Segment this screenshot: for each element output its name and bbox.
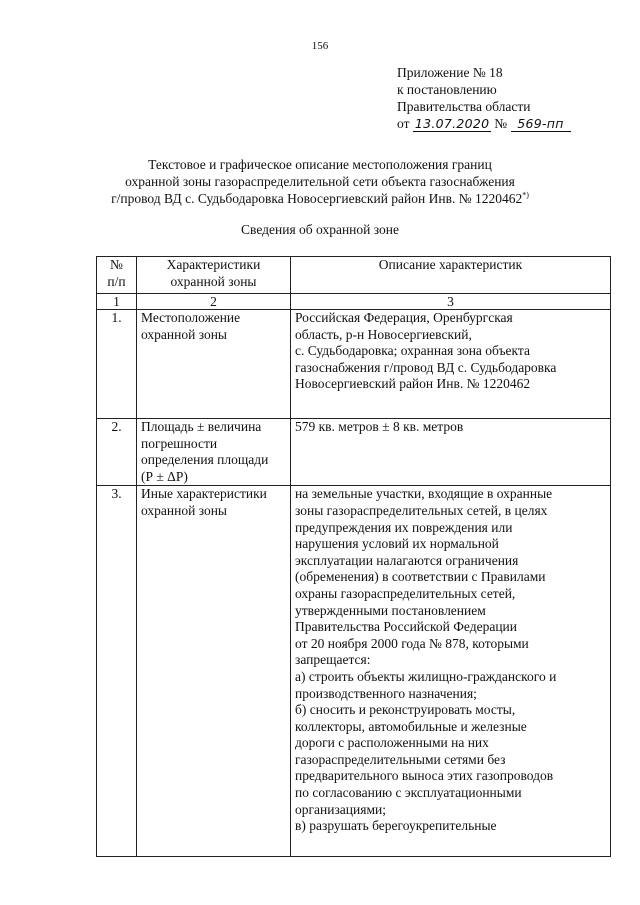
row-description-line: зоны газораспределительных сетей, в целях [295,502,548,518]
row-description-line: 579 кв. метров ± 8 кв. метров [295,419,464,434]
row-characteristic-line: (Р ± ΔР) [141,468,188,484]
header-characteristics-cell [137,257,291,294]
appendix-line-1: Приложение № 18 [397,65,503,80]
table-header-row [97,257,611,294]
row-description-line: запрещается: [295,652,371,668]
title-line-1: Текстовое и графическое описание местоположения границ [148,157,492,172]
handwritten-number: 569-пп [511,117,571,132]
column-number-2: 2 [137,294,291,310]
header-number-line-2: п/п [107,273,126,289]
row-description-line: с. Судьбодаровка; охранная зона объекта [295,343,530,359]
document-title [0,156,640,207]
row-characteristic-line: охранной зоны [141,326,228,342]
title-line-3 [0,190,640,207]
appendix-line-3: Правительства области [397,99,531,114]
row-description-line: предупреждения их повреждения или [295,519,513,535]
table-row [97,310,611,419]
section-subtitle: Сведения об охранной зоне [241,222,399,237]
row-characteristic-line: погрешности [141,435,218,451]
row-description-line: охраны газораспределительных сетей, [295,585,516,601]
row-description-line: утвержденными постановлением [295,602,486,618]
row-description-line: б) сносить и реконструировать мосты, [295,702,516,718]
row-description-line: (обременения) в соответствии с Правилами [295,569,546,585]
table-row [97,486,611,857]
row-description [291,310,611,419]
row-description-line: дороги с расположенными на них [295,735,489,751]
row-characteristic [137,486,291,857]
row-description-line: по согласованию с эксплуатационными [295,785,522,801]
row-description [291,419,611,486]
row-description-line: область, р-н Новосергиевский, [295,326,472,342]
footnote-mark: *) [522,190,529,200]
row-characteristic-line: Площадь ± величина [141,419,262,434]
appendix-block [397,64,571,132]
header-description-cell: Описание характеристик [291,257,611,294]
appendix-date-line [397,115,571,132]
row-characteristic [137,419,291,486]
row-description-line: а) строить объекты жилищно-гражданского и [295,668,557,684]
row-description-line: от 20 ноября 2000 года № 878, которыми [295,635,529,651]
title-line-3-text: г/провод ВД с. Судьбодаровка Новосергиевский район Инв. № 1220462 [111,191,523,206]
header-number-line-1: № [110,257,123,272]
header-characteristics-line-1: Характеристики [166,257,261,272]
row-description-line: газоснабжения г/провод ВД с. Судьбодаровка [295,359,557,375]
row-description-line: на земельные участки, входящие в охранные [295,486,553,502]
column-number-3: 3 [291,294,611,310]
row-description-line: Российская Федерация, Оренбургская [295,310,513,325]
table-row [97,419,611,486]
row-description-line: в) разрушать берегоукрепительные [295,818,497,834]
header-characteristics-line-2: охранной зоны [170,273,257,289]
row-characteristic-line: охранной зоны [141,502,228,518]
from-label: от [397,116,410,131]
row-description-line: эксплуатации налагаются ограничения [295,552,519,568]
row-number: 2. [97,419,137,486]
handwritten-date: 13.07.2020 [414,116,490,131]
row-description-line: Новосергиевский район Инв. № 1220462 [295,376,531,392]
row-description [291,486,611,857]
row-characteristic [137,310,291,419]
header-number-cell [97,257,137,294]
row-description-line: производственного назначения; [295,685,477,701]
row-description-line: нарушения условий их нормальной [295,536,499,552]
row-characteristic-line: Местоположение [141,310,241,325]
row-description-line: организациями; [295,801,386,817]
page-number: 156 [311,40,329,52]
row-description-line: коллекторы, автомобильные и железные [295,718,527,734]
column-number-1: 1 [97,294,137,310]
row-number: 1. [97,310,137,419]
appendix-line-2: к постановлению [397,82,497,97]
row-number: 3. [97,486,137,857]
number-sign: № [494,116,508,131]
row-description-line: предварительного выноса этих газопроводов [295,768,554,784]
column-number-row [97,294,611,310]
row-characteristic-line: определения площади [141,452,269,468]
row-description-line: газораспределительными сетями без [295,751,506,767]
row-description-line: Правительства Российской Федерации [295,619,517,635]
row-characteristic-line: Иные характеристики [141,486,267,502]
title-line-2: охранной зоны газораспределительной сети объекта газоснабжения [125,174,515,189]
zone-info-table [96,256,611,857]
